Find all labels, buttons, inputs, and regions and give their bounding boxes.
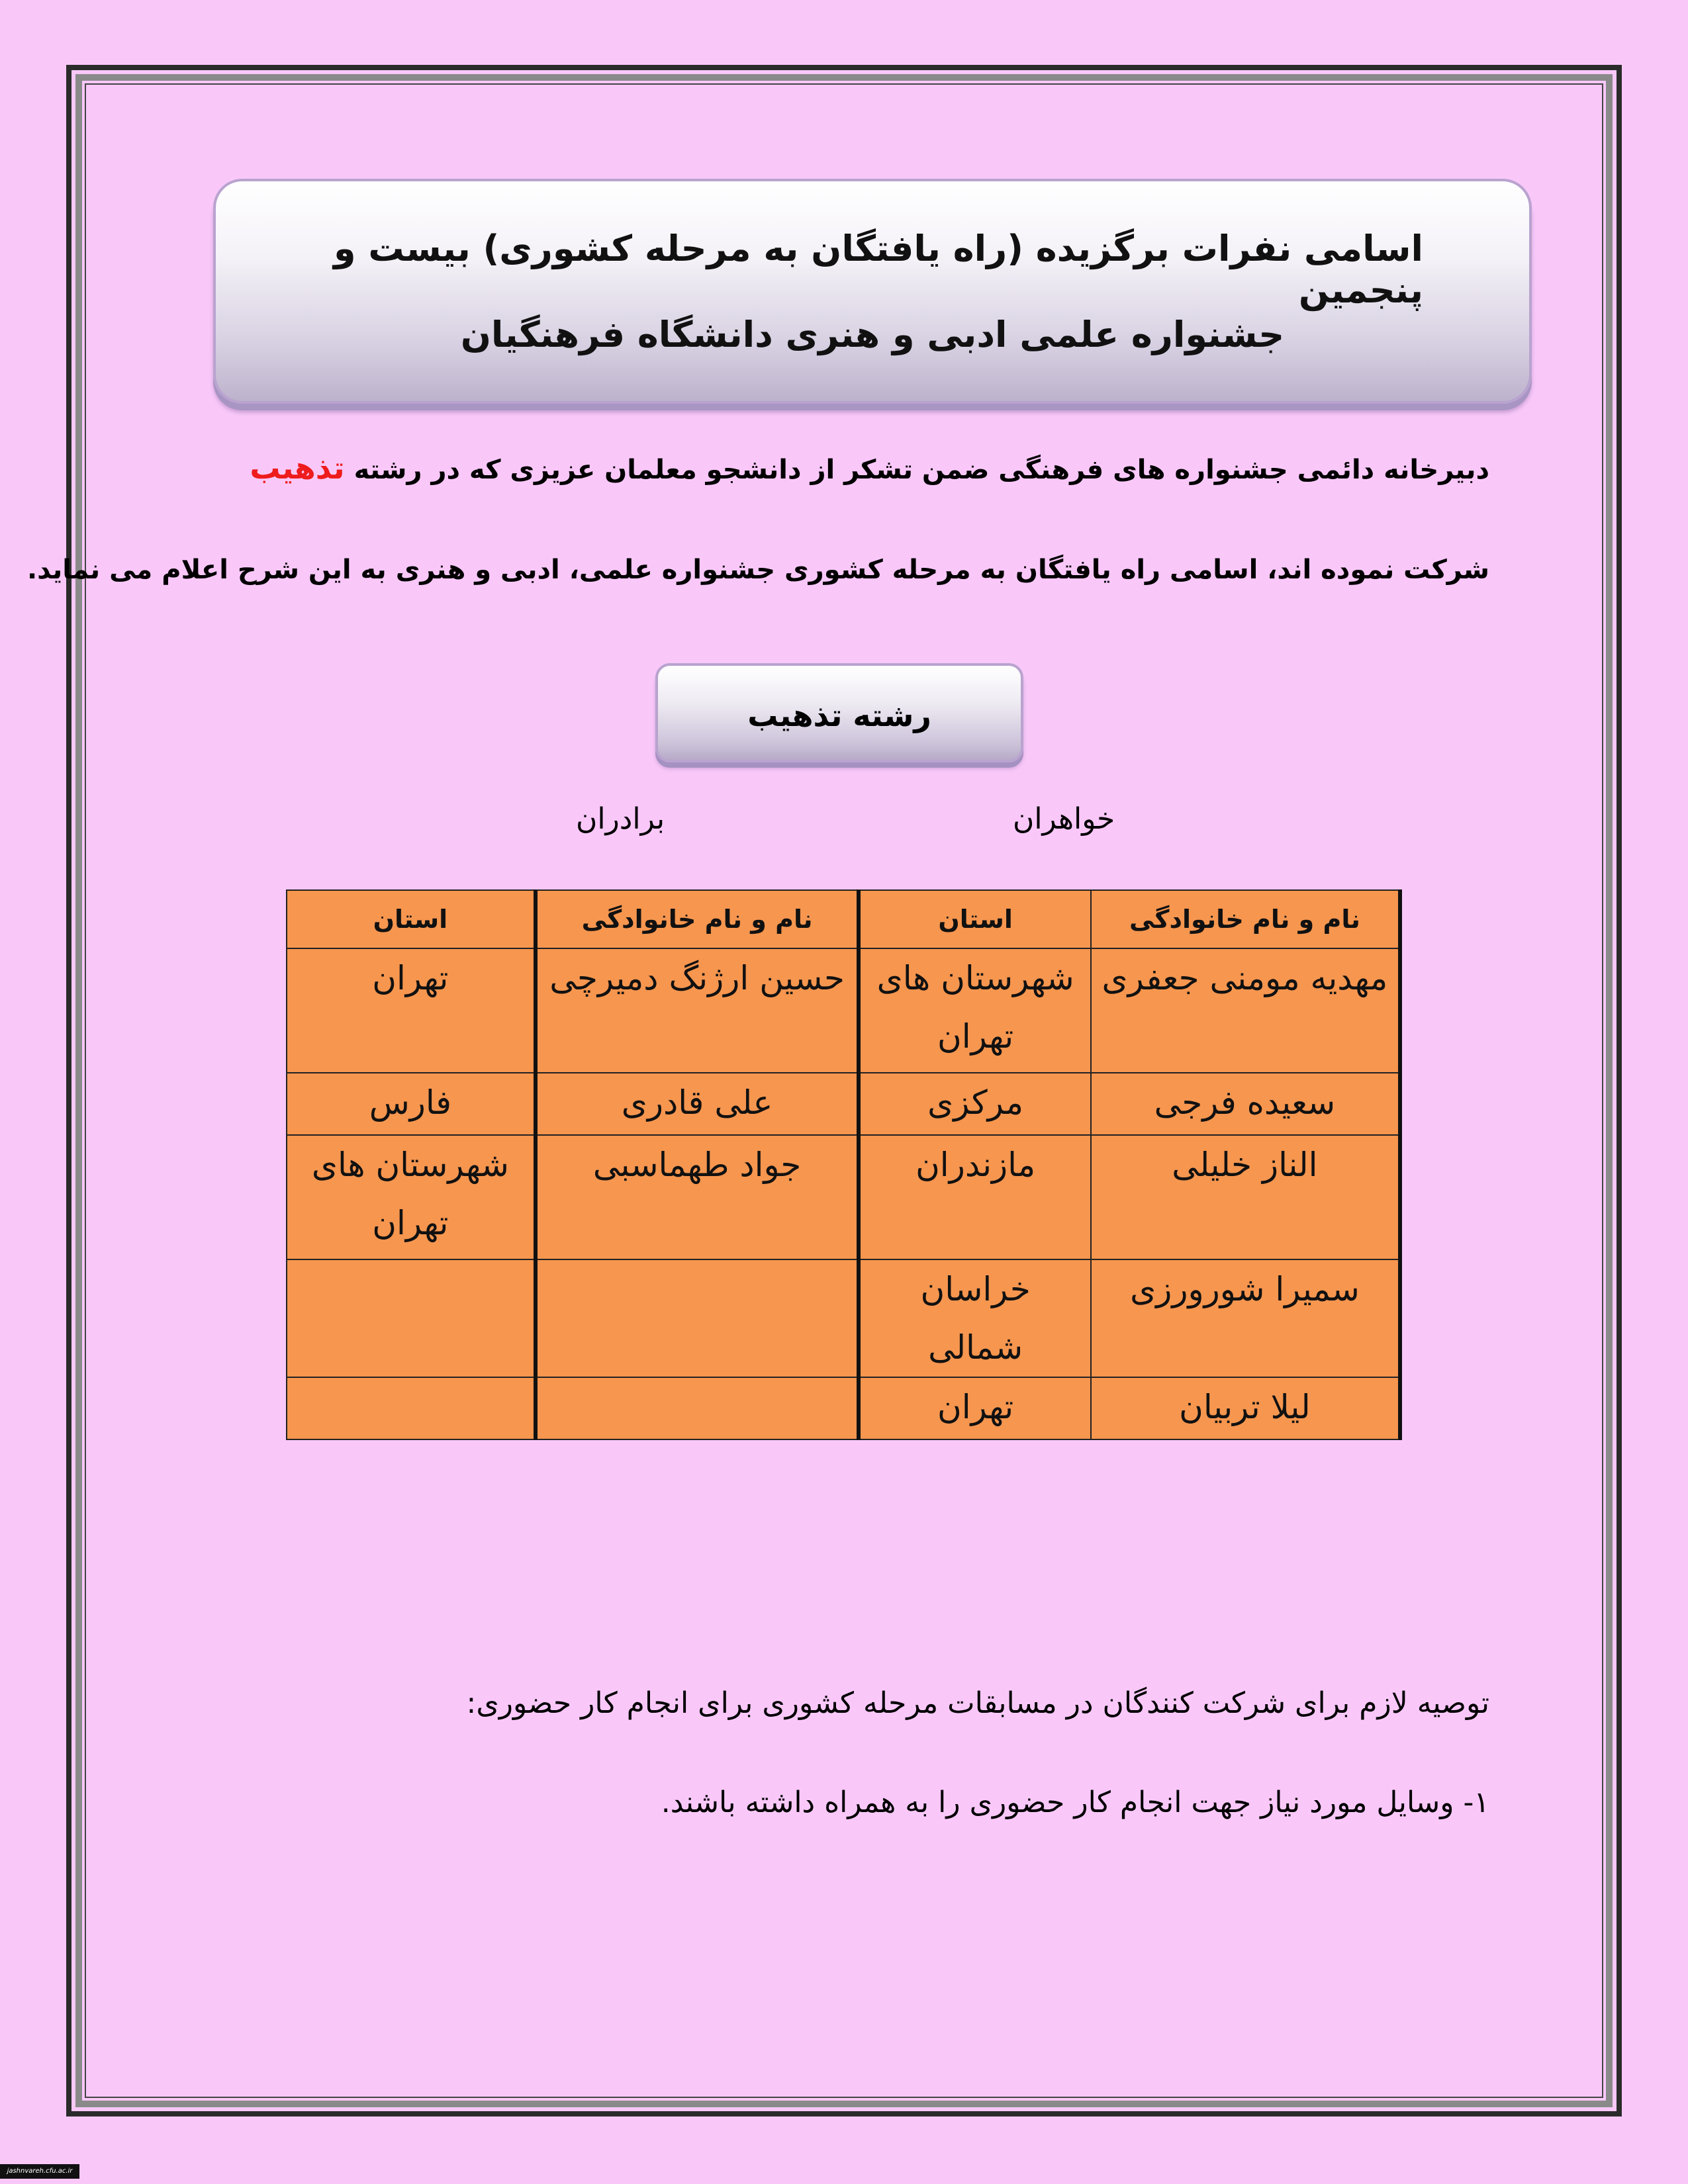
field-title: رشته تذهیب	[747, 698, 931, 733]
cell-brother-province	[287, 1259, 536, 1377]
cell-sister-name: الناز خلیلی	[1091, 1135, 1400, 1259]
cell-brother-province: شهرستان های تهران	[287, 1135, 536, 1259]
field-title-banner	[655, 663, 1023, 762]
cell-brother-name	[536, 1259, 859, 1377]
advice-item-1: ۱- وسایل مورد نیاز جهت انجام کار حضوری را به همراه داشته باشند.	[661, 1786, 1489, 1819]
group-label-brothers: برادران	[576, 802, 665, 836]
cell-sister-name: سعیده فرجی	[1091, 1073, 1400, 1135]
cell-sister-province: مازندران	[859, 1135, 1090, 1259]
cell-sister-province: شهرستان های تهران	[859, 948, 1090, 1073]
intro-field-highlight: تذهیب	[250, 450, 345, 486]
title-banner	[213, 179, 1532, 404]
cell-brother-province: فارس	[287, 1073, 536, 1135]
cell-sister-name: سمیرا شورورزی	[1091, 1259, 1400, 1377]
table-row	[287, 1073, 1400, 1135]
header-sister-province: استان	[859, 890, 1090, 948]
cell-brother-province: تهران	[287, 948, 536, 1073]
table-row	[287, 1259, 1400, 1377]
cell-sister-province: مرکزی	[859, 1073, 1090, 1135]
group-label-sisters: خواهران	[1013, 802, 1115, 836]
table-header-row	[287, 890, 1400, 948]
header-brother-province: استان	[287, 890, 536, 948]
advice-heading: توصیه لازم برای شرکت کنندگان در مسابقات مرحله کشوری برای انجام کار حضوری:	[466, 1686, 1489, 1720]
cell-brother-name	[536, 1377, 859, 1439]
intro-paragraph-line-2: شرکت نموده اند، اسامی راه یافتگان به مرحله کشوری جشنواره علمی، ادبی و هنری به این شرح اعلام می نماید.	[26, 555, 1489, 585]
title-line-2: جشنواره علمی ادبی و هنری دانشگاه فرهنگیان	[460, 314, 1285, 355]
cell-sister-province: خراسان شمالی	[859, 1259, 1090, 1377]
table-row	[287, 1135, 1400, 1259]
table-row	[287, 948, 1400, 1073]
table-row	[287, 1377, 1400, 1439]
cell-brother-province	[287, 1377, 536, 1439]
winners-table	[286, 889, 1402, 1440]
cell-brother-name: علی قادری	[536, 1073, 859, 1135]
cell-brother-name: حسین ارژنگ دمیرچی	[536, 948, 859, 1073]
cell-sister-name: مهدیه مومنی جعفری	[1091, 948, 1400, 1073]
cell-sister-name: لیلا تربیان	[1091, 1377, 1400, 1439]
cell-sister-province: تهران	[859, 1377, 1090, 1439]
title-line-1: اسامی نفرات برگزیده (راه یافتگان به مرحله کشوری) بیست و پنجمین	[334, 228, 1423, 311]
intro-text-1: دبیرخانه دائمی جشنواره های فرهنگی ضمن تشکر از دانشجو معلمان عزیزی که در رشته	[353, 455, 1489, 485]
header-brother-name: نام و نام خانوادگی	[536, 890, 859, 948]
footer-logo: jashnvareh.cfu.ac.ir	[0, 2164, 79, 2179]
intro-paragraph-line-1	[232, 450, 1489, 486]
cell-brother-name: جواد طهماسبی	[536, 1135, 859, 1259]
header-sister-name: نام و نام خانوادگی	[1091, 890, 1400, 948]
